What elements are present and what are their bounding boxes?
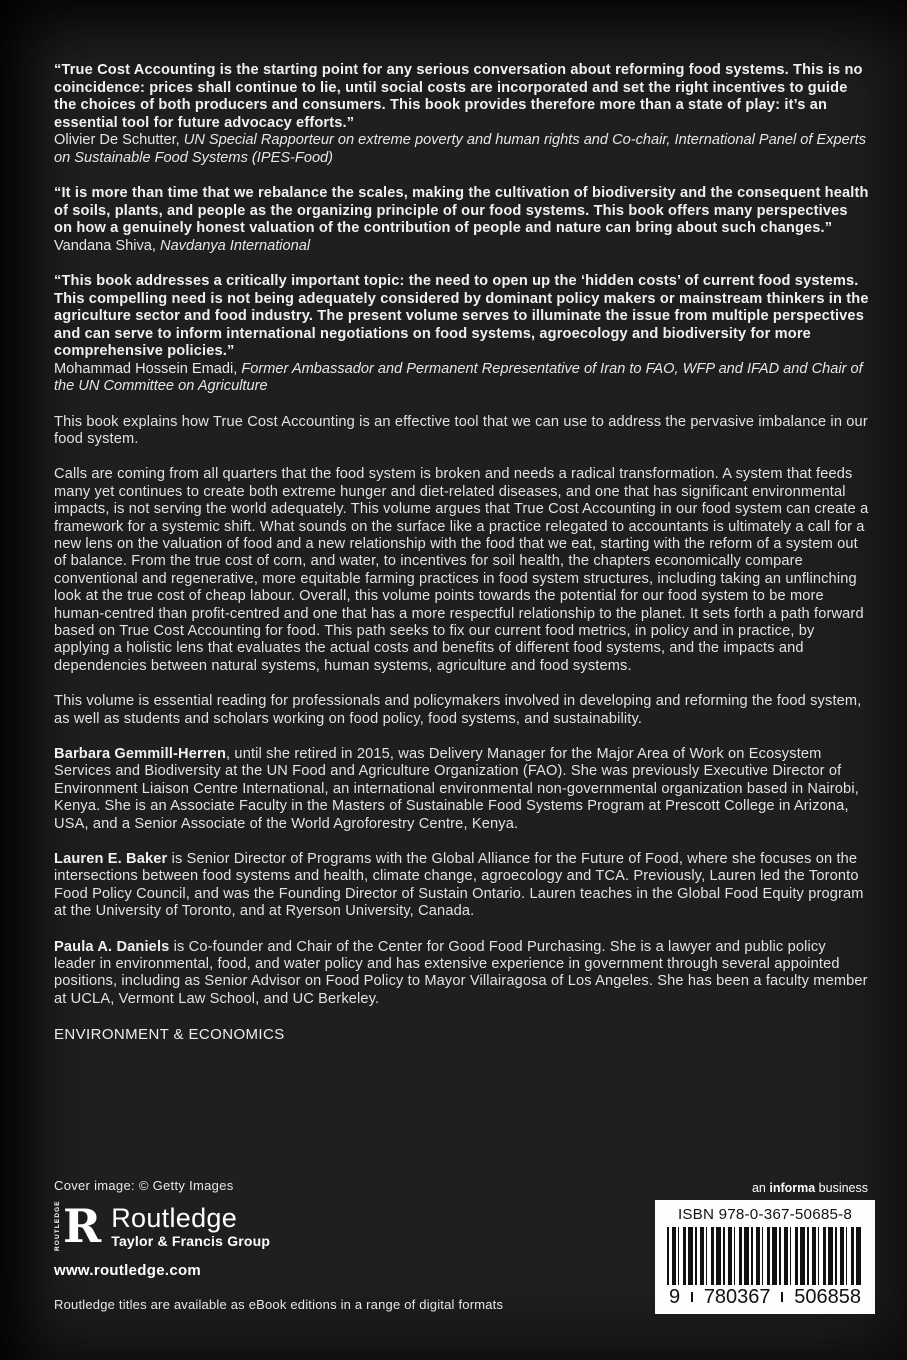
endorsement-quote-1	[54, 62, 869, 167]
quote-text: “This book addresses a critically important topic: the need to open up the ‘hidden costs’ of current food systems. This compelling need is not being adequately considered by dominant policy makers or mainstream thinkers in the agriculture sector and food industry. The present volume serves to illuminate the issue from multiple perspectives and can serve to inform international negotiations on food systems, agroecology and biodiversity for more comprehensive policies.”	[54, 273, 869, 359]
barcode-guard-bar	[691, 1292, 693, 1302]
author-name: Barbara Gemmill-Herren	[54, 746, 227, 762]
informa-post: business	[815, 1181, 868, 1195]
author-bio-1	[54, 746, 869, 833]
informa-business-tagline	[752, 1181, 868, 1195]
author-bio-2	[54, 851, 869, 921]
routledge-logo	[54, 1200, 270, 1252]
attribution-role: Navdanya International	[160, 237, 311, 254]
endorsement-quote-2	[54, 185, 869, 255]
barcode-icon	[667, 1227, 863, 1285]
endorsement-quote-3	[54, 273, 869, 396]
quote-text: “True Cost Accounting is the starting point for any serious conversation about reforming food systems. This is no coincidence: prices shall continue to lie, until social costs are incorporated and set the right incentives to guide the choices of both producers and consumers. This book provides therefore more than a state of play: it’s an essential tool for future advocacy efforts.”	[54, 62, 863, 131]
author-name: Lauren E. Baker	[54, 851, 168, 868]
publisher-url: www.routledge.com	[54, 1262, 202, 1279]
quote-attribution	[54, 132, 869, 167]
barcode-digits	[663, 1286, 867, 1308]
description-paragraph-2: Calls are coming from all quarters that the food system is broken and needs a radical transformation. A system that feeds many yet continues to create both extreme hunger and diet-related diseases, and one that has significant environmental impacts, is not serving the world adequately. This volume argues that True Cost Accounting in our food system can create a framework for a systemic shift. What sounds on the surface like a practice relegated to accountants is ultimately a call for a new lens on the valuation of food and a new relationship with the food that we eat, starting with the reform of a system out of balance. From the true cost of corn, and water, to incentives for soil health, the chapters economically compare conventional and regenerative, more equitable farming practices in food system structures, including taking an unflinching look at the true cost of cheap labour. Overall, this volume points towards the potential for our food system to be more human-centred than profit-centred and one that has a more respectful relationship to the planet. It sets forth a path forward based on True Cost Accounting for food. This path seeks to fix our current food metrics, in policy and in practice, by applying a holistic lens that evaluates the actual costs and benefits of different food systems, and the impacts and dependencies between natural systems, human systems, agriculture and food systems.	[54, 466, 869, 674]
attribution-name: Olivier De Schutter,	[54, 132, 180, 148]
author-name: Paula A. Daniels	[54, 938, 170, 955]
barcode-digit-group: 506858	[794, 1286, 861, 1308]
cover-image-credit: Cover image: © Getty Images	[54, 1178, 234, 1193]
back-cover-text	[54, 62, 869, 1043]
author-bio-3	[54, 939, 869, 1009]
author-bio-text: is Senior Director of Programs with the Global Alliance for the Future of Food, where she focuses on the intersections between food systems and health, climate change, agroecology and TCA. Previously, Lauren led the Toronto Food Policy Council, and was the Founding Director of Sustain Ontario. Lauren teaches in the Global Food Equity program at the University of Toronto, and at Ryerson University, Canada.	[54, 851, 864, 920]
author-bio-text: is Co-founder and Chair of the Center for Good Food Purchasing. She is a lawyer and public policy leader in environmental, food, and water policy and has extensive experience in government through several appointed positions, including as Senior Advisor on Food Policy to Mayor Villairagosa of Los Angeles. She has been a faculty member at UCLA, Vermont Law School, and UC Berkeley.	[54, 938, 868, 1007]
informa-pre: an	[751, 1181, 770, 1195]
informa-bold: informa	[769, 1181, 816, 1195]
publisher-tagline: Taylor & Francis Group	[111, 1233, 271, 1249]
isbn-number: ISBN 978-0-367-50685-8	[677, 1206, 853, 1223]
routledge-r-icon: R	[63, 1199, 102, 1253]
attribution-name: Vandana Shiva,	[54, 237, 156, 254]
quote-attribution	[54, 361, 869, 396]
description-paragraph-1: This book explains how True Cost Accounting is an effective tool that we can use to address the pervasive imbalance in our food system.	[54, 413, 868, 447]
barcode-digit-group: 9	[669, 1286, 681, 1308]
publisher-name: Routledge	[111, 1203, 238, 1233]
barcode-guard-bar	[781, 1292, 783, 1302]
subject-category: ENVIRONMENT & ECONOMICS	[54, 1026, 285, 1044]
description-paragraph-3: This volume is essential reading for professionals and policymakers involved in developing and reforming the food system, as well as students and scholars working on food policy, food systems, and sustainability.	[54, 693, 862, 727]
ebook-availability-note: Routledge titles are available as eBook editions in a range of digital formats	[54, 1297, 504, 1312]
author-bio-text: , until she retired in 2015, was Delivery Manager for the Major Area of Work on Ecosystem Services and Biodiversity at the UN Food and Agriculture Organization (FAO). She was previously Executive Director of Environment Liaison Centre International, an international environmental non-governmental organization based in Nairobi, Kenya. She is an Associate Faculty in the Masters of Sustainable Food Systems Program at Prescott College in Arizona, USA, and a Senior Associate of the World Agroforestry Centre, Kenya.	[54, 746, 859, 832]
attribution-role: UN Special Rapporteur on extreme poverty and human rights and Co-chair, International Panel of Experts on Sustainable Food Systems (IPES-Food)	[54, 132, 867, 166]
quote-text: “It is more than time that we rebalance the scales, making the cultivation of biodiversity and the consequent health of soils, plants, and people as the organizing principle of our food systems. This book offers many perspectives on how a genuinely honest valuation of the contribution of people and nature can bring about such changes.”	[54, 185, 869, 236]
quote-attribution	[54, 238, 869, 256]
attribution-name: Mohammad Hossein Emadi,	[54, 360, 238, 377]
barcode-digit-group: 780367	[703, 1286, 771, 1308]
routledge-vertical-text: ROUTLEDGE	[54, 1200, 61, 1252]
routledge-logo-text	[111, 1203, 270, 1249]
isbn-barcode-panel	[655, 1200, 875, 1314]
attribution-role: Former Ambassador and Permanent Representative of Iran to FAO, WFP and IFAD and Chair of the UN Committee on Agriculture	[54, 360, 863, 394]
